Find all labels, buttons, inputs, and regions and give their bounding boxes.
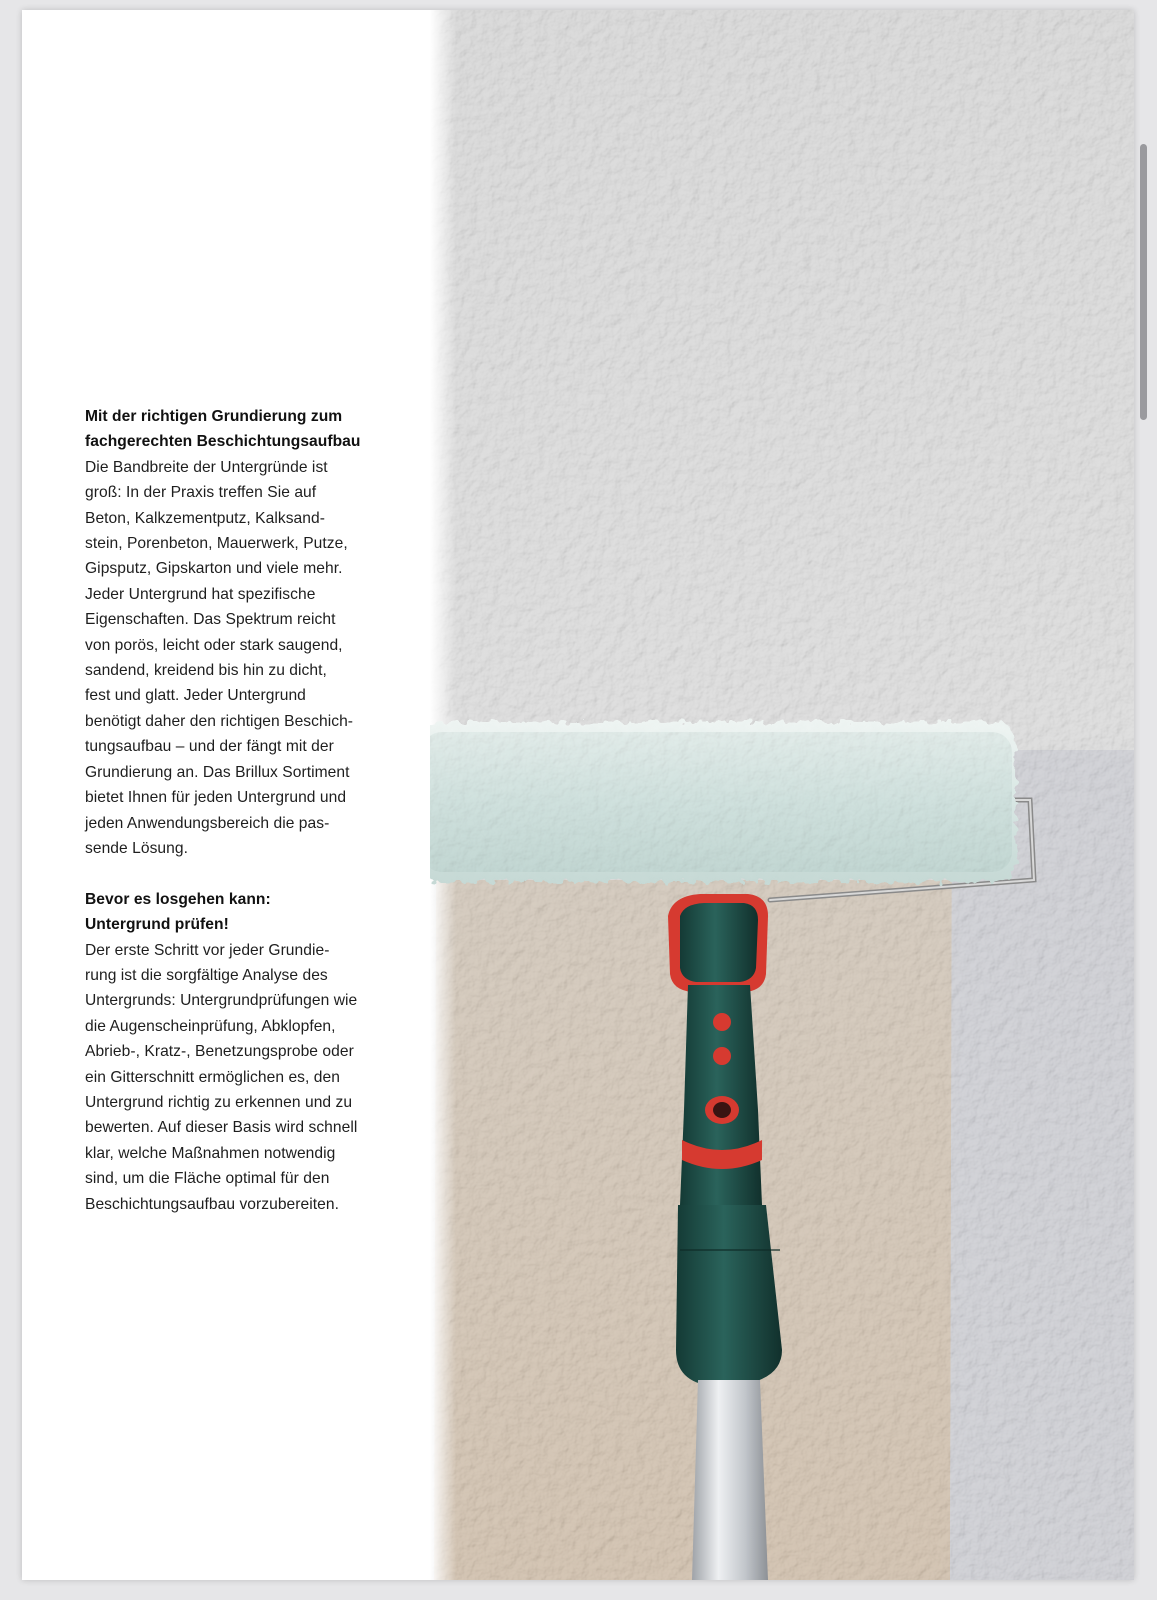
heading-line: Bevor es losgehen kann: [85,890,271,908]
paint-roller-photo [430,10,1134,1580]
vertical-scrollbar[interactable] [1140,144,1147,420]
body-line: Jeder Untergrund hat spezifische [85,585,316,603]
body-line: die Augenscheinprüfung, Abklopfen, [85,1017,336,1035]
paragraph-gap [85,861,425,886]
body-line: klar, welche Maßnahmen notwendig [85,1144,336,1162]
body-line: bewerten. Auf dieser Basis wird schnell [85,1119,358,1137]
body-line: sandend, kreidend bis hin zu dicht, [85,662,327,680]
heading-line: fachgerechten Beschichtungsaufbau [85,433,361,451]
section-body-untergrund [85,938,425,1217]
body-line: Beton, Kalkzementputz, Kalksand- [85,509,325,527]
section-heading-untergrund [85,887,425,938]
body-line: bietet Ihnen für jeden Untergrund und [85,789,347,807]
body-line: stein, Porenbeton, Mauerwerk, Putze, [85,535,348,553]
text-column [85,404,425,1217]
body-line: Abrieb-, Kratz-, Benetzungsprobe oder [85,1043,354,1061]
body-line: jeden Anwendungsbereich die pas- [85,814,330,832]
body-line: fest und glatt. Jeder Untergrund [85,687,306,705]
body-line: Beschichtungsaufbau vorzubereiten. [85,1195,339,1213]
body-line: sind, um die Fläche optimal für den [85,1170,330,1188]
body-line: Der erste Schritt vor jeder Grundie- [85,941,330,959]
body-line: Die Bandbreite der Untergründe ist [85,458,328,476]
body-line: Untergrund richtig zu erkennen und zu [85,1093,353,1111]
body-line: benötigt daher den richtigen Beschich- [85,712,354,730]
body-line: Untergrunds: Untergrundprüfungen wie [85,992,358,1010]
body-line: rung ist die sorgfältige Analyse des [85,966,328,984]
body-line: von porös, leicht oder stark saugend, [85,636,343,654]
heading-line: Mit der richtigen Grundierung zum [85,408,343,425]
section-heading-grundierung [85,404,425,455]
body-line: sende Lösung. [85,839,188,857]
body-line: ein Gitterschnitt ermöglichen es, den [85,1068,340,1086]
heading-line: Untergrund prüfen! [85,916,229,934]
body-line: groß: In der Praxis treffen Sie auf [85,484,317,502]
section-body-grundierung [85,455,425,862]
document-page [22,10,1134,1580]
body-line: Eigenschaften. Das Spektrum reicht [85,611,336,629]
body-line: Grundierung an. Das Brillux Sortiment [85,763,350,781]
body-line: Gipsputz, Gipskarton und viele mehr. [85,560,343,578]
body-line: tungsaufbau – und der fängt mit der [85,738,334,756]
